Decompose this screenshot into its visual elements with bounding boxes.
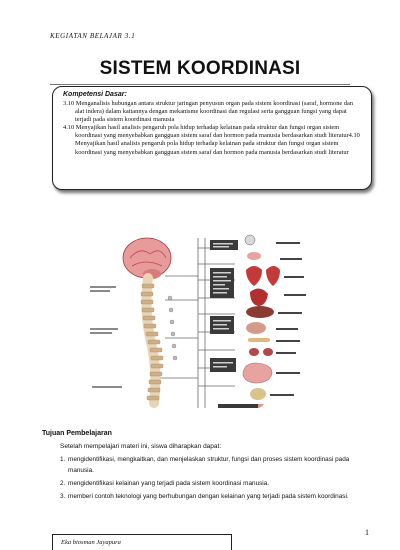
chapter-label: KEGIATAN BELAJAR 3.1 [50,32,136,40]
salivary-gland-icon [247,252,261,260]
kompetensi-item: 3.10 Menganalisis hubungan antara struktur jaringan penyusun organ pada sistem koordinasi (saraf, hormone dan alat indera) dalam kaitannya dengan mekanisme koordinasi dan regulasi serta gangguan fungsi yang dapat terjadi pada sistem koordinasi manusia [63,100,354,124]
intestine-icon [243,363,272,383]
page-number: 1 [365,528,369,537]
list-number: 2. [60,480,66,487]
kompetensi-dasar-title: Kompetensi Dasar: [63,91,127,98]
list-item [60,491,365,502]
kompetensi-dasar-box [52,86,372,190]
nervous-system-figure [70,228,320,418]
kidney-icon [263,348,273,356]
footer-box [52,534,232,550]
kompetensi-item: 4.10 Menyajikan hasil analisis pengaruh pola hidup terhadap kelainan pada struktur dan fungsi organ sistem koordinasi yang menyebabkan gangguan sistem saraf dan hormon pada manusia berdasarkan studi literatur4.10 Menyajikan hasil analisis pengaruh pola hidup terhadap kelainan pada struktur dan fungsi organ sistem koordinasi yang menyebabkan gangguan sistem saraf dan hormon pada manusia berdasarkan studi literatur [63,124,360,156]
kidney-icon [249,348,259,356]
liver-icon [246,306,274,318]
list-text: mengidentifikasi kelainan yang terjadi pada sistem koordinasi manusia. [68,480,270,487]
list-item [60,454,365,476]
list-number: 1. [60,456,66,463]
footer-text: Eka biosman Jayapura [61,539,121,546]
list-text: mengidentifikasi, mengkaitkan, dan menjelaskan struktur, fungsi dan proses sistem koordinasi pada manusia. [68,456,350,474]
page-title: SISTEM KOORDINASI [99,58,301,79]
tujuan-list [60,454,365,502]
figure-background [70,228,320,418]
bladder-icon [250,388,266,400]
eye-icon [245,235,255,245]
list-text: memberi contoh teknologi yang berhubungan dengan kelainan yang terjadi pada sistem koordinasi. [68,493,349,500]
stomach-icon [246,322,266,334]
tujuan-intro: Setelah mempelajari materi ini, siswa diharapkan dapat: [60,443,222,450]
tujuan-title: Tujuan Pembelajaran [42,430,112,437]
title-divider [50,84,350,85]
pancreas-icon [248,338,270,342]
list-number: 3. [60,493,66,500]
list-item [60,478,365,489]
